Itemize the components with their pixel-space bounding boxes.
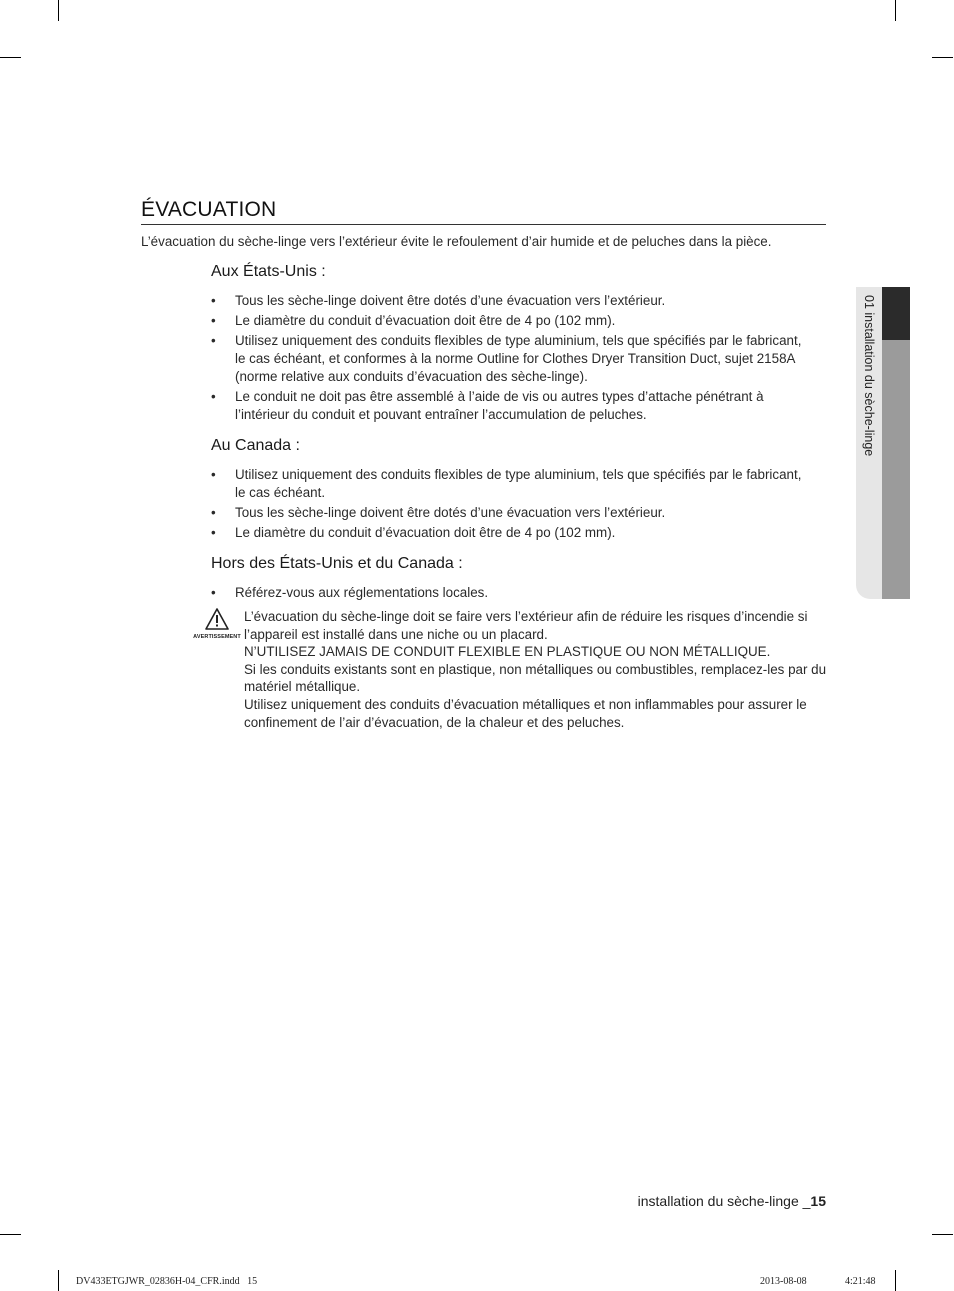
bullet: • <box>211 389 216 404</box>
list-item <box>211 332 811 386</box>
bullet: • <box>211 313 216 328</box>
side-tab-dark-block <box>882 287 910 340</box>
crop-mark <box>0 1234 21 1235</box>
warning-line: Utilisez uniquement des conduits d’évacuation métalliques et non inflammables pour assurer le confinement de l’air d’évacuation, de la chaleur et des peluches. <box>244 696 807 730</box>
section-title: ÉVACUATION <box>141 198 277 221</box>
warning-text <box>244 608 834 731</box>
crop-mark <box>58 0 59 21</box>
bullet: • <box>211 333 216 348</box>
warning-block-icon <box>193 608 241 644</box>
crop-mark <box>932 57 953 58</box>
side-tab-mid-block <box>882 340 910 599</box>
bullet: • <box>211 293 216 308</box>
crop-mark <box>58 1270 59 1291</box>
list-item-text: Utilisez uniquement des conduits flexibles de type aluminium, tels que spécifiés par le fabricant, le cas échéant, et conformes à la norme Outline for Clothes Dryer Transition Duct, sujet 2158A (norme relative aux conduits d’évacuation des sèche-linge). <box>235 333 802 384</box>
list-item <box>211 312 811 330</box>
slug-time: 4:21:48 <box>845 1276 876 1287</box>
slug-filename: DV433ETGJWR_02836H-04_CFR.indd 15 <box>76 1276 258 1287</box>
list-item-text: Le diamètre du conduit d’évacuation doit être de 4 po (102 mm). <box>235 313 616 328</box>
warning-line: N’UTILISEZ JAMAIS DE CONDUIT FLEXIBLE EN PLASTIQUE OU NON MÉTALLIQUE. <box>244 644 771 660</box>
list-item-text: Utilisez uniquement des conduits flexibles de type aluminium, tels que spécifiés par le fabricant, le cas échéant. <box>235 467 802 500</box>
bullet: • <box>211 525 216 540</box>
chapter-side-tab <box>856 287 910 599</box>
crop-mark <box>0 57 21 58</box>
section-intro: L’évacuation du sèche-linge vers l’extérieur évite le refoulement d’air humide et de peluches dans la pièce. <box>141 234 772 249</box>
crop-mark <box>895 1270 896 1291</box>
other-list <box>211 584 811 604</box>
list-item-text: Le diamètre du conduit d’évacuation doit être de 4 po (102 mm). <box>235 525 616 540</box>
list-item <box>211 466 811 502</box>
slug-date: 2013-08-08 <box>760 1276 807 1287</box>
side-tab-label: 01 installation du sèche-linge <box>862 295 876 457</box>
list-item <box>211 504 811 522</box>
warning-line: Si les conduits existants sont en plastique, non métalliques ou combustibles, remplacez-les par du matériel métallique. <box>244 661 827 695</box>
warning-label: AVERTISSEMENT <box>193 634 241 640</box>
bullet: • <box>211 505 216 520</box>
usa-heading: Aux États-Unis : <box>211 263 326 280</box>
canada-heading: Au Canada : <box>211 437 300 454</box>
crop-mark <box>895 0 896 21</box>
warning-line: L’évacuation du sèche-linge doit se faire vers l’extérieur afin de réduire les risques d’incendie si l’appareil est installé dans une niche ou un placard. <box>244 609 808 642</box>
canada-list <box>211 466 811 544</box>
list-item <box>211 388 811 424</box>
list-item <box>211 524 811 542</box>
list-item-text: Référez-vous aux réglementations locales. <box>235 585 489 600</box>
page-number: 15 <box>810 1193 826 1209</box>
list-item <box>211 584 811 602</box>
footer-label: installation du sèche-linge _ <box>637 1193 811 1209</box>
list-item <box>211 292 811 310</box>
title-rule <box>141 224 826 225</box>
list-item-text: Le conduit ne doit pas être assemblé à l’aide de vis ou autres types d’attache pénétrant à l’intérieur du conduit et pouvant entraîner l’accumulation de peluches. <box>235 389 764 422</box>
bullet: • <box>211 585 216 600</box>
list-item-text: Tous les sèche-linge doivent être dotés d’une évacuation vers l’extérieur. <box>235 505 666 520</box>
other-heading: Hors des États-Unis et du Canada : <box>211 555 463 572</box>
list-item-text: Tous les sèche-linge doivent être dotés d’une évacuation vers l’extérieur. <box>235 293 666 308</box>
page-footer <box>638 1193 826 1209</box>
warning-triangle-icon <box>205 608 229 630</box>
bullet: • <box>211 467 216 482</box>
crop-mark <box>932 1234 953 1235</box>
usa-list <box>211 292 811 426</box>
